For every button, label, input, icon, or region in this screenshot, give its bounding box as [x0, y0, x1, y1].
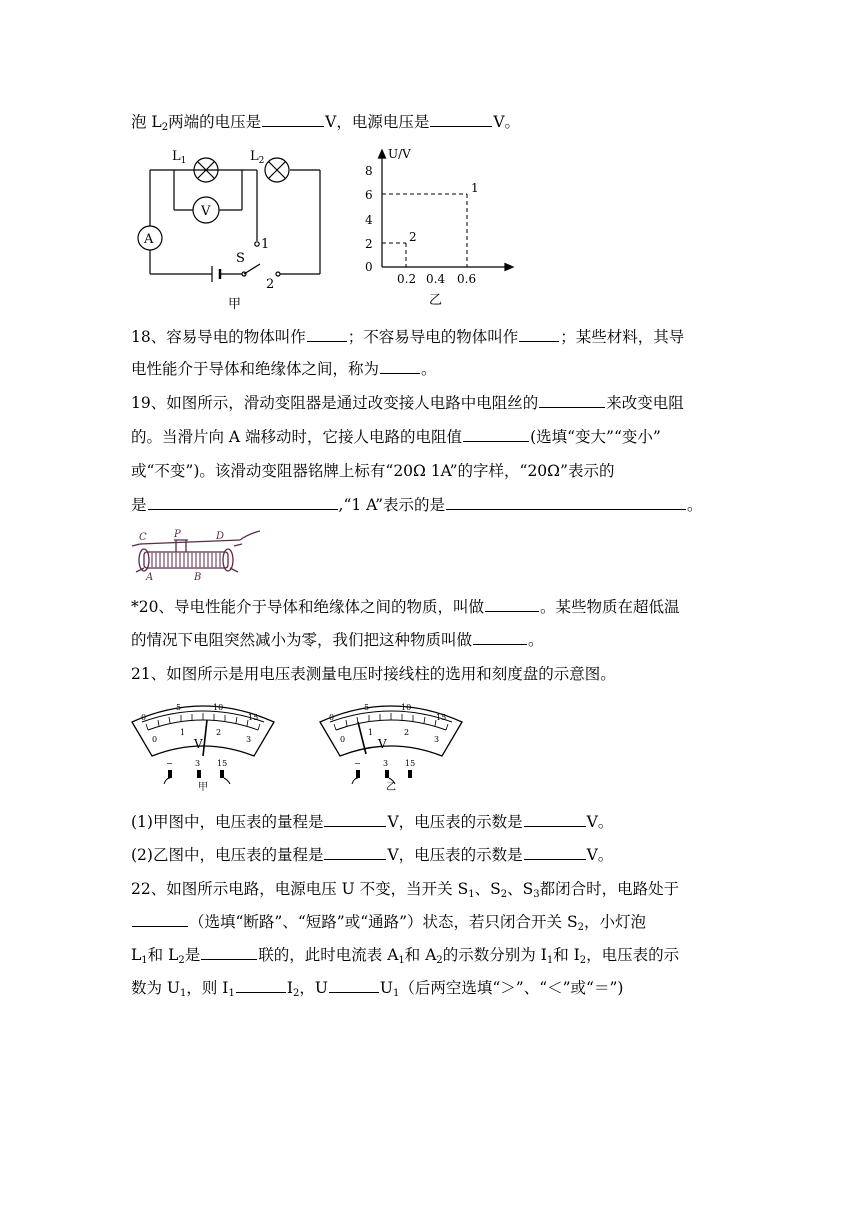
svg-text:P: P [174, 529, 181, 540]
q20-line-2: 的情况下电阻突然减小为零，我们把这种物质叫做 。 [131, 631, 544, 649]
voltmeter-dial-jia [128, 698, 278, 794]
answer-blank[interactable] [524, 812, 586, 827]
q19-line-2: 的。当滑片向 A 端移动时，它接人电路的电阻值 (选填“变大”“变小” [131, 428, 661, 446]
svg-text:0.2: 0.2 [397, 272, 417, 286]
answer-blank[interactable] [324, 845, 386, 860]
answer-blank[interactable] [519, 327, 559, 342]
svg-text:0.6: 0.6 [457, 272, 477, 286]
q18-line-2: 电性能介于导体和绝缘体之间，称为 。 [131, 360, 437, 378]
svg-text:L2: $L_2$ [250, 149, 265, 166]
q17-answer-line: 泡 $L_2$两端的电压是 V，电源电压是 V。 [131, 113, 521, 133]
point-label: 1 [471, 181, 479, 195]
svg-text:0: 0 [365, 260, 373, 274]
svg-text:B: B [194, 572, 202, 582]
answer-blank[interactable] [324, 812, 386, 827]
answer-blank[interactable] [329, 978, 379, 993]
svg-text:1: 1 [180, 728, 186, 737]
svg-text:6: 6 [365, 188, 373, 202]
svg-text:0: 0 [340, 735, 346, 744]
svg-text:15: 15 [217, 759, 228, 768]
svg-text:3: 3 [434, 735, 440, 744]
svg-text:3: 3 [195, 759, 201, 768]
answer-blank[interactable] [307, 327, 347, 342]
svg-text:0: 0 [141, 713, 147, 722]
point-label: 2 [409, 230, 417, 244]
svg-text:1: 1 [368, 728, 374, 737]
figure-caption: 甲 [198, 782, 208, 793]
answer-blank[interactable] [539, 393, 605, 408]
svg-text:10: 10 [213, 703, 224, 712]
switch-label: S [236, 251, 245, 266]
svg-text:3: 3 [246, 735, 252, 744]
answer-blank[interactable] [485, 597, 539, 612]
voltage-graph-yi [356, 146, 526, 312]
svg-text:C: C [139, 532, 147, 543]
answer-blank[interactable] [201, 945, 257, 960]
svg-text:V: V [378, 737, 387, 751]
sliding-rheostat-figure [130, 528, 260, 582]
svg-text:0.4: 0.4 [426, 272, 446, 286]
svg-text:−: − [166, 759, 173, 768]
answer-blank[interactable] [132, 912, 188, 927]
svg-text:D: D [216, 531, 225, 542]
svg-text:3: 3 [383, 759, 389, 768]
q20-line-1: *20、导电性能介于导体和绝缘体之间的物质，叫做 。某些物质在超低温 [131, 598, 680, 616]
svg-text:1: 1 [261, 237, 270, 252]
q22-line-3: $L_1$和 $L_2$是 联的，此时电流表 $A_1$和 $A_2$的示数分别为 $I_1$和 $I_2$，电压表的示 [131, 946, 680, 966]
voltmeter-label: V [201, 204, 211, 219]
svg-text:A: A [146, 572, 154, 582]
svg-text:15: 15 [248, 713, 259, 722]
answer-blank[interactable] [473, 630, 527, 645]
q21-sub-2: (2)乙图中，电压表的量程是 V，电压表的示数是 V。 [131, 846, 614, 864]
svg-text:5: 5 [176, 703, 182, 712]
answer-blank[interactable] [524, 845, 586, 860]
answer-blank[interactable] [236, 978, 286, 993]
q19-line-3: 或“不变”)。该滑动变阻器铭牌上标有“20Ω 1A”的字样，“20Ω”表示的 [131, 462, 615, 480]
svg-text:10: 10 [401, 703, 412, 712]
y-axis-label: U/V [388, 147, 411, 161]
svg-text:0: 0 [329, 713, 335, 722]
q21-intro: 21、如图所示是用电压表测量电压时接线柱的选用和刻度盘的示意图。 [131, 665, 616, 683]
figure-caption: 甲 [228, 297, 242, 312]
q19-line-1: 19、如图所示，滑动变阻器是通过改变接人电路中电阻丝的 来改变电阻 [131, 394, 684, 412]
q22-line-4: 数为 $U_1$，则 $I_1$ $I_2$，U $U_1$（后两空选填“＞”、“＜”或“＝”) [131, 979, 624, 999]
svg-text:2: 2 [216, 728, 222, 737]
q22-line-1: 22、如图所示电路，电源电压 U 不变，当开关 $S_1$、$S_2$、$S_3$都闭合时，电路处于 [131, 880, 680, 900]
svg-text:4: 4 [365, 213, 373, 227]
voltmeter-dial-yi [316, 698, 466, 794]
svg-text:2: 2 [365, 237, 373, 251]
figure-caption: 乙 [386, 782, 396, 793]
svg-text:V: V [194, 737, 203, 751]
answer-blank[interactable] [446, 495, 686, 510]
svg-text:2: 2 [404, 728, 410, 737]
q22-line-2: （选填“断路”、“短路”或“通路”）状态，若只闭合开关 $S_2$，小灯泡 [131, 912, 646, 932]
svg-text:L1: $L_1$ [172, 149, 187, 166]
ammeter-label: A [144, 232, 154, 247]
svg-text:8: 8 [365, 164, 373, 178]
svg-text:5: 5 [364, 703, 370, 712]
answer-blank[interactable] [262, 112, 324, 127]
svg-text:2: 2 [266, 277, 275, 292]
answer-blank[interactable] [463, 427, 529, 442]
circuit-diagram-jia [132, 146, 332, 312]
figure-caption: 乙 [429, 293, 443, 308]
answer-blank[interactable] [148, 495, 338, 510]
answer-blank[interactable] [430, 112, 492, 127]
q18-line-1: 18、容易导电的物体叫作 ；不容易导电的物体叫作 ；某些材料，其导 [131, 328, 685, 346]
svg-text:15: 15 [436, 713, 447, 722]
answer-blank[interactable] [380, 359, 420, 374]
svg-text:−: − [354, 759, 361, 768]
q21-sub-1: (1)甲图中，电压表的量程是 V，电压表的示数是 V。 [131, 813, 614, 831]
svg-text:15: 15 [405, 759, 416, 768]
svg-text:0: 0 [152, 735, 158, 744]
q19-line-4: 是 ,“1 A”表示的是 。 [131, 496, 703, 514]
